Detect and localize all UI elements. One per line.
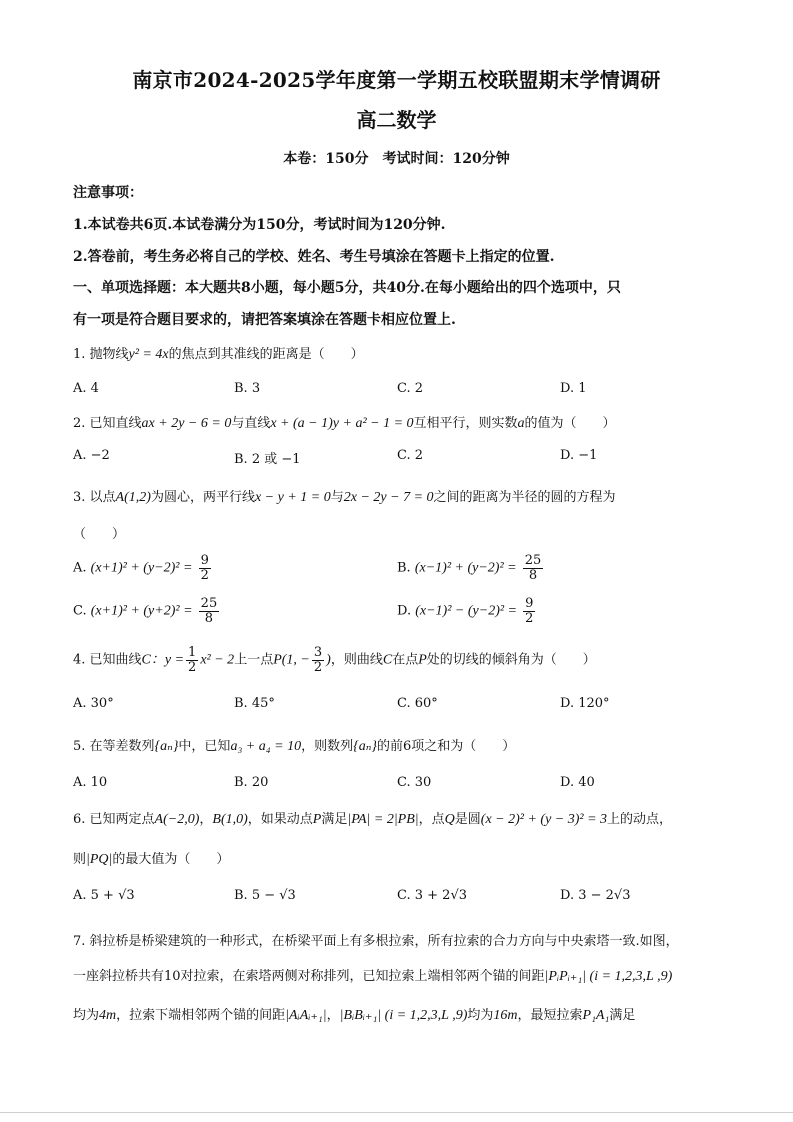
q2-option-b: B. 2 或 −1 — [234, 452, 301, 467]
q6-option-d: D. 3 − 2√3 — [560, 888, 631, 903]
question-4-stem: 4. 已知曲线C：y = $\frac{1}{2}$ x² − 2上一点P(1, − $\frac{3}{2}$ )，则曲线C在点P处的切线的倾斜角为（ ） — [73, 645, 596, 675]
fraction: $\frac{25}{8}$ — [524, 553, 542, 583]
exam-meta: 本卷：150分 考试时间：120分钟 — [283, 151, 510, 167]
math: B(1,0) — [212, 812, 248, 827]
question-3-stem: 3. 以点A(1,2)为圆心，两平行线x − y + 1 = 0与2x − 2y − 7 = 0之间的距离为半径的圆的方程为 — [73, 490, 616, 505]
question-6-stem: 6. 已知两定点A(−2,0)，B(1,0)，如果动点P满足|PA| = 2|PB|，点Q是圆(x − 2)² + (y − 3)² = 3上的动点， — [73, 812, 673, 827]
q2-option-d: D. −1 — [560, 448, 598, 463]
q5-option-d: D. 40 — [560, 775, 595, 790]
q3-option-a: A. (x+1)² + (y−2)² = $\frac{9}{2}$ — [73, 553, 209, 583]
math: (x − 2)² + (y − 3)² = 3 — [480, 812, 608, 827]
q4-option-a: A. 30° — [73, 696, 114, 711]
math: P(1, − — [273, 652, 310, 668]
q5-option-a: A. 10 — [73, 775, 108, 790]
notes-item-2: 2.答卷前，考生务必将自己的学校、姓名、考生号填涂在答题卡上指定的位置. — [73, 249, 555, 265]
question-6-stem-cont: 则|PQ|的最大值为（ ） — [73, 852, 230, 867]
math: ax + 2y − 6 = 0 — [141, 416, 232, 431]
math: C：y = — [141, 652, 185, 668]
q5-option-b: B. 20 — [234, 775, 269, 790]
q5-option-c: C. 30 — [397, 775, 432, 790]
q1-option-d: D. 1 — [560, 381, 587, 396]
math: a₃ + a₄ = 10 — [230, 739, 302, 754]
math: x − y + 1 = 0 — [254, 490, 331, 505]
math: x + (a − 1)y + a² − 1 = 0 — [270, 416, 414, 431]
section1-line2: 有一项是符合题目要求的，请把答案填涂在答题卡相应位置上. — [73, 312, 456, 328]
question-1-stem: 1. 抛物线y² = 4x的焦点到其准线的距离是（ ） — [73, 347, 364, 362]
q1-option-c: C. 2 — [397, 381, 424, 396]
math: P₁A₁ — [582, 1008, 610, 1023]
q3-option-d: D. (x−1)² − (y−2)² = $\frac{9}{2}$ — [397, 596, 534, 626]
q4-option-c: C. 60° — [397, 696, 438, 711]
math: x² − 2 — [200, 652, 235, 668]
math: a — [517, 416, 525, 431]
fraction: $\frac{25}{8}$ — [200, 596, 218, 626]
math: P — [418, 652, 427, 668]
q4-option-d: D. 120° — [560, 696, 610, 711]
q2-option-c: C. 2 — [397, 448, 424, 463]
math: Q — [444, 812, 455, 827]
math: |PQ| — [86, 852, 113, 867]
math: A(1,2) — [115, 490, 151, 505]
math: {aₙ} — [353, 739, 377, 754]
q6-option-b: B. 5 − √3 — [234, 888, 296, 903]
notes-heading: 注意事项： — [73, 185, 143, 201]
q4-option-b: B. 45° — [234, 696, 275, 711]
math: {aₙ} — [154, 739, 179, 754]
math: P — [312, 812, 322, 827]
q1-option-a: A. 4 — [73, 381, 99, 396]
question-7-line3: 均为4m，拉索下端相邻两个锚的间距|AᵢAᵢ₊₁|，|BᵢBᵢ₊₁| (i = 1,2,3,L ,9)均为16m，最短拉索P₁A₁满足 — [73, 1008, 636, 1023]
notes-item-1: 1.本试卷共6页.本试卷满分为150分，考试时间为120分钟. — [73, 217, 446, 233]
fraction: $\frac{9}{2}$ — [200, 553, 209, 583]
q6-option-a: A. 5 + √3 — [73, 888, 135, 903]
q1-option-b: B. 3 — [234, 381, 261, 396]
fraction: $\frac{9}{2}$ — [525, 596, 534, 626]
question-2-stem: 2. 已知直线ax + 2y − 6 = 0与直线x + (a − 1)y + a² − 1 = 0互相平行，则实数a的值为（ ） — [73, 416, 616, 431]
exam-title: 南京市2024-2025学年度第一学期五校联盟期末学情调研 — [132, 68, 661, 92]
q6-option-c: C. 3 + 2√3 — [397, 888, 468, 903]
math: 2x − 2y − 7 = 0 — [343, 490, 434, 505]
page-bottom-divider — [0, 1112, 793, 1113]
question-5-stem: 5. 在等差数列{aₙ}中，已知a₃ + a₄ = 10，则数列{aₙ}的前6项之和为（ ） — [73, 739, 516, 754]
math: |PA| = 2|PB| — [347, 812, 419, 827]
question-7-line1: 7. 斜拉桥是桥梁建筑的一种形式，在桥梁平面上有多根拉索，所有拉索的合力方向与中央索塔一致.如图， — [73, 934, 679, 949]
math: |AᵢAᵢ₊₁| — [285, 1008, 327, 1023]
fraction: $\frac{3}{2}$ — [313, 645, 323, 675]
math: A(−2,0) — [154, 812, 200, 827]
question-7-line2: 一座斜拉桥共有10对拉索，在索塔两侧对称排列，已知拉索上端相邻两个锚的间距|PᵢPᵢ₊₁| (i = 1,2,3,L ,9) — [73, 969, 673, 984]
math: |BᵢBᵢ₊₁| (i = 1,2,3,L ,9) — [339, 1008, 468, 1023]
math: y² = 4x — [128, 347, 169, 362]
math: 16m — [493, 1008, 518, 1023]
math: ) — [326, 652, 331, 668]
exam-subtitle: 高二数学 — [356, 108, 437, 132]
math: |PᵢPᵢ₊₁| (i = 1,2,3,L ,9) — [544, 969, 673, 984]
fraction: $\frac{1}{2}$ — [188, 645, 197, 675]
q3-option-c: C. (x+1)² + (y+2)² = $\frac{25}{8}$ — [73, 596, 218, 626]
math: C — [382, 652, 393, 668]
question-3-stem-cont: （ ） — [73, 527, 126, 542]
section1-line1: 一、单项选择题：本大题共8小题，每小题5分，共40分.在每小题给出的四个选项中，只 — [73, 280, 621, 296]
math: 4m — [99, 1008, 117, 1023]
q3-option-b: B. (x−1)² + (y−2)² = $\frac{25}{8}$ — [397, 553, 542, 583]
q2-option-a: A. −2 — [73, 448, 110, 463]
